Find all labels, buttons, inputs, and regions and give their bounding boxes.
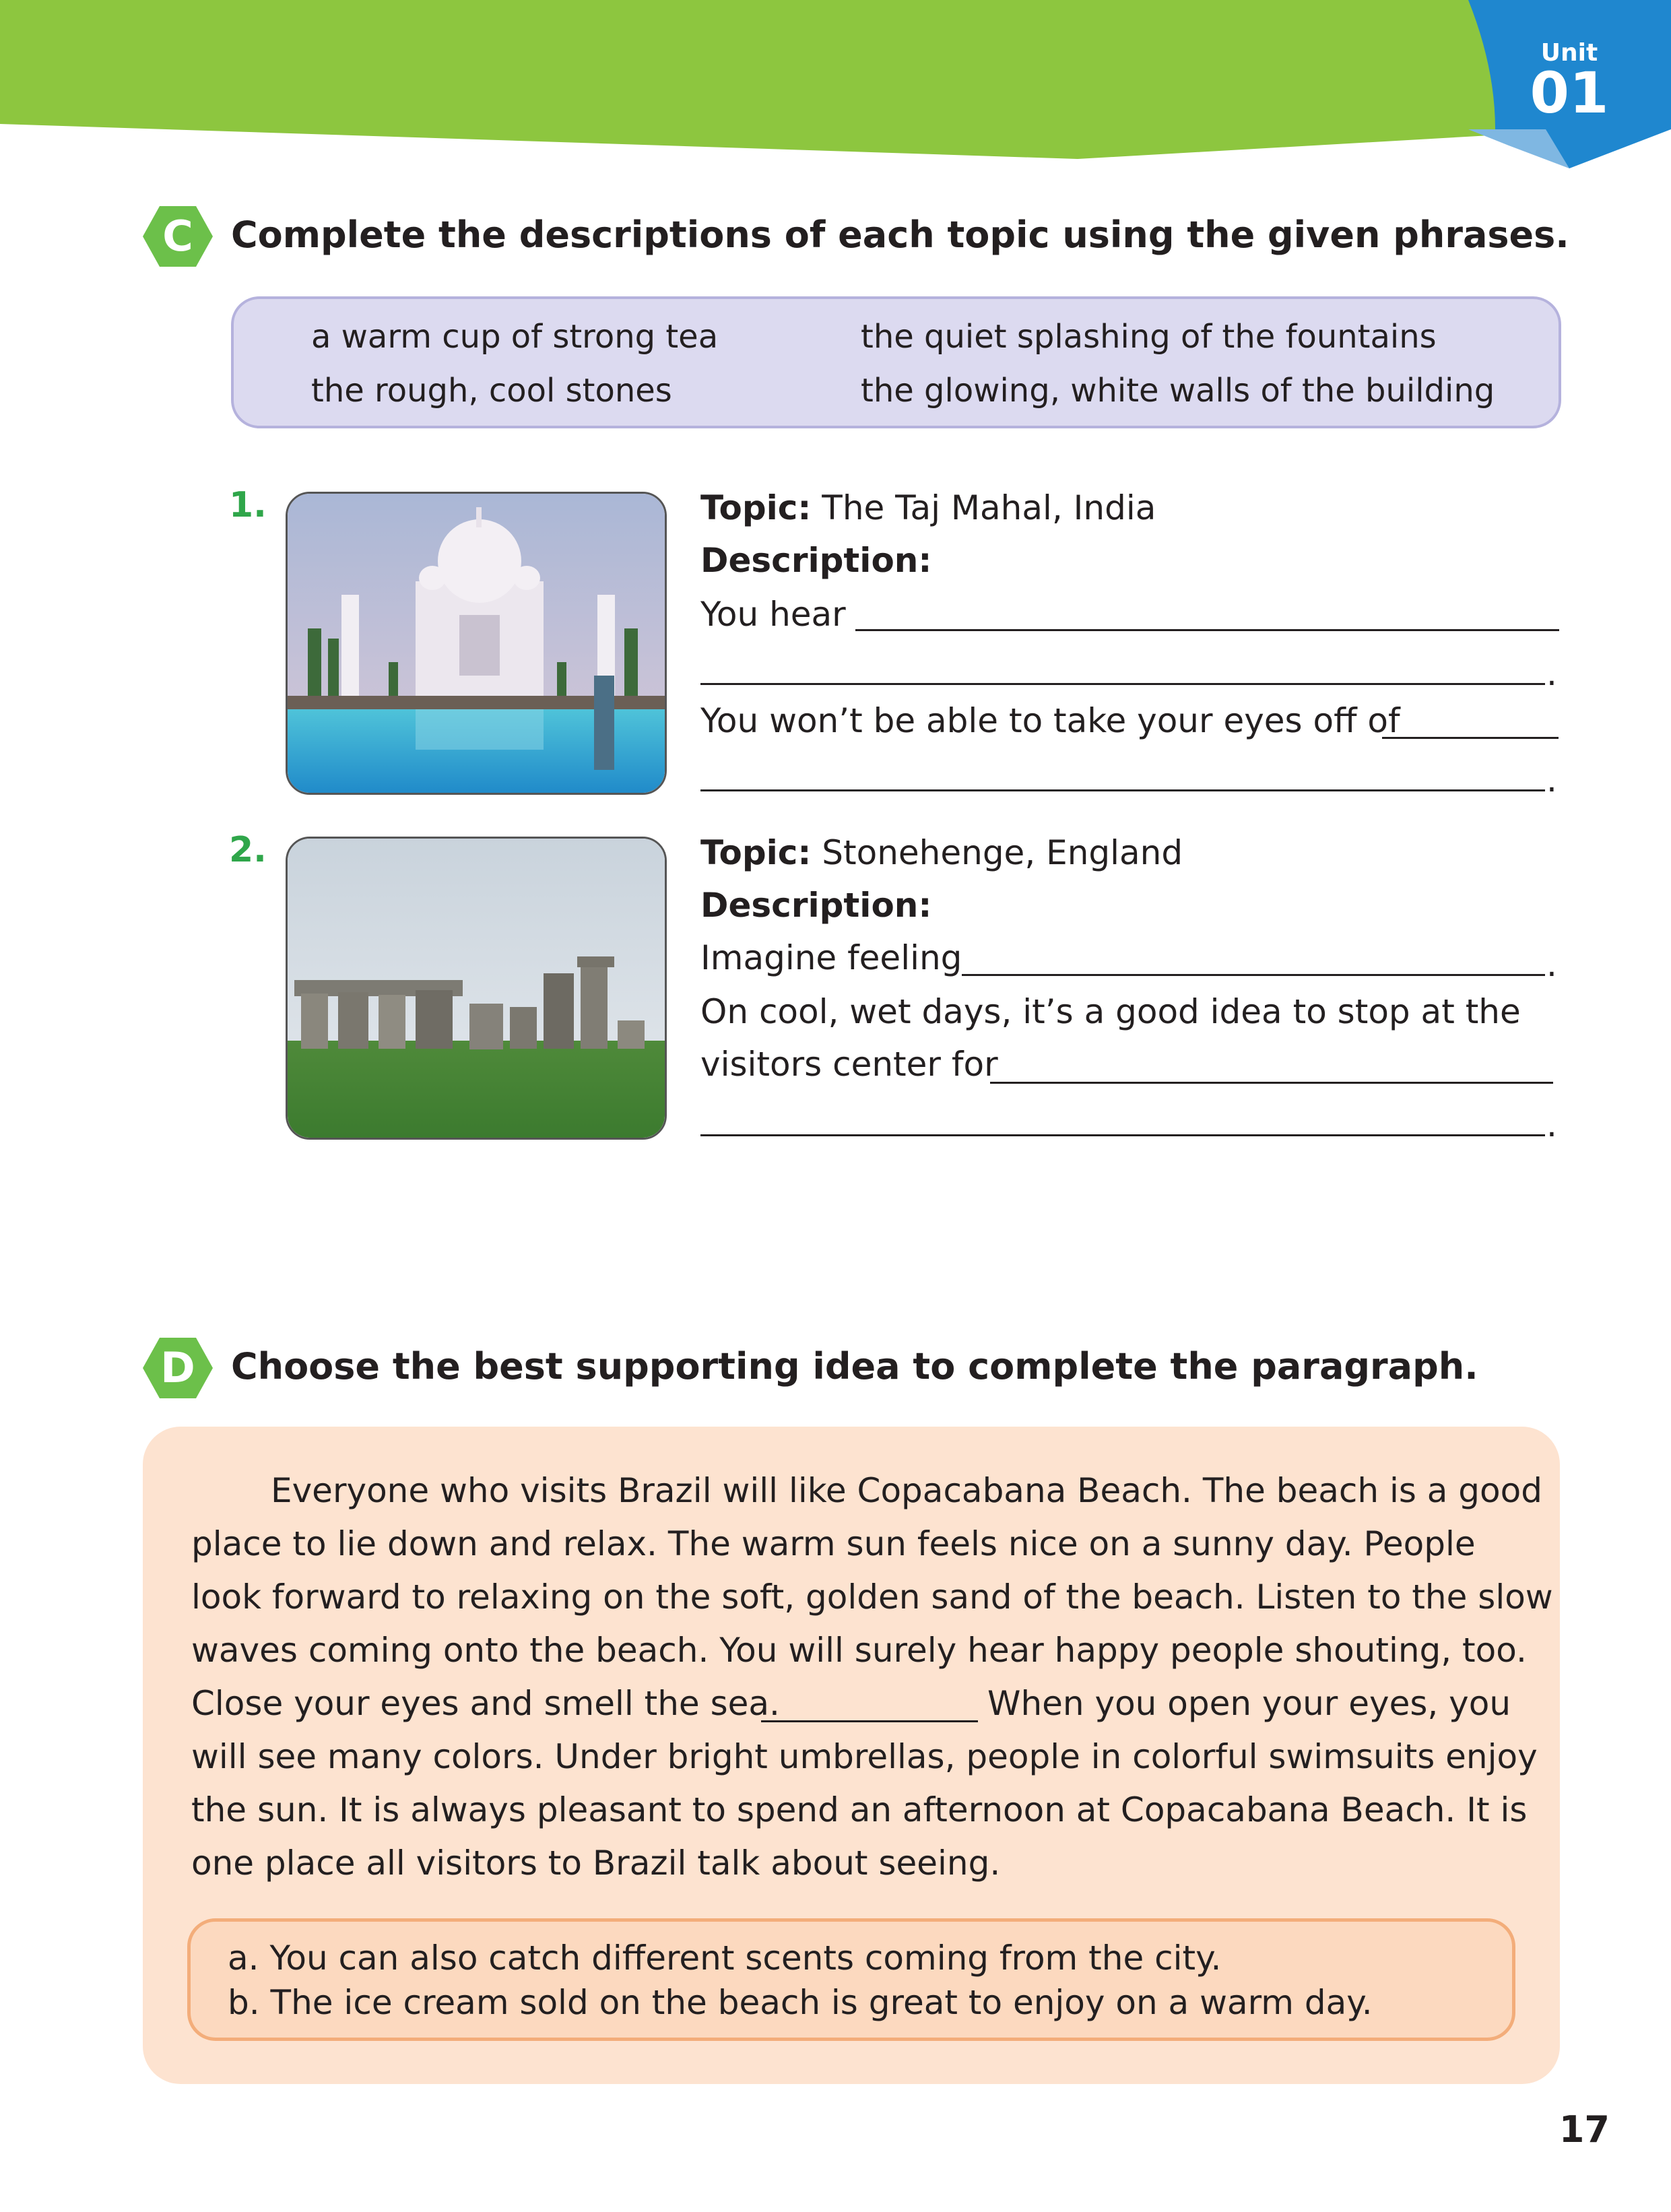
phrase-item: the glowing, white walls of the building bbox=[861, 372, 1495, 410]
page-number: 17 bbox=[1559, 2108, 1610, 2151]
unit-label: Unit bbox=[1540, 39, 1598, 67]
option-b[interactable] bbox=[228, 1980, 1373, 2025]
paragraph-line: the sun. It is always pleasant to spend an afternoon at Copacabana Beach. It is bbox=[191, 1790, 1528, 1829]
prompt-text: On cool, wet days, it’s a good idea to stop at the bbox=[700, 992, 1521, 1031]
prompt-text: Imagine feeling bbox=[700, 938, 962, 977]
section-d-letter: D bbox=[160, 1343, 195, 1392]
section-d-instruction: Choose the best supporting idea to complete the paragraph. bbox=[231, 1345, 1478, 1388]
paragraph-line: Everyone who visits Brazil will like Copacabana Beach. The beach is a good bbox=[271, 1471, 1542, 1510]
answer-blank[interactable] bbox=[700, 683, 1545, 685]
description-label: Description: bbox=[700, 886, 932, 925]
paragraph-line: one place all visitors to Brazil talk about seeing. bbox=[191, 1844, 1001, 1883]
phrase-item: a warm cup of strong tea bbox=[311, 318, 719, 356]
period: . bbox=[1546, 654, 1557, 693]
phrase-item: the quiet splashing of the fountains bbox=[861, 318, 1437, 356]
topic-value: Stonehenge, England bbox=[822, 833, 1183, 872]
option-label: b. bbox=[228, 1983, 260, 2022]
item-number: 1. bbox=[229, 485, 267, 525]
paragraph-line: When you open your eyes, you bbox=[987, 1684, 1511, 1723]
option-a[interactable] bbox=[228, 1936, 1221, 1980]
prompt-text: visitors center for bbox=[700, 1045, 998, 1084]
topic-label: Topic: bbox=[700, 833, 812, 872]
topic-value: The Taj Mahal, India bbox=[822, 488, 1156, 527]
paragraph-line: will see many colors. Under bright umbrellas, people in colorful swimsuits enjoy bbox=[191, 1737, 1538, 1776]
answer-blank[interactable] bbox=[962, 974, 1545, 976]
paragraph-line: Close your eyes and smell the sea. bbox=[191, 1684, 780, 1723]
answer-blank[interactable] bbox=[700, 789, 1545, 791]
answer-blank[interactable] bbox=[990, 1082, 1553, 1084]
prompt-text: You won’t be able to take your eyes off of bbox=[700, 701, 1400, 740]
answer-blank[interactable] bbox=[855, 629, 1559, 631]
option-text: The ice cream sold on the beach is great to enjoy on a warm day. bbox=[270, 1983, 1373, 2022]
period: . bbox=[1546, 945, 1557, 984]
paragraph-line: place to lie down and relax. The warm sun feels nice on a sunny day. People bbox=[191, 1524, 1476, 1563]
stonehenge-photo bbox=[286, 837, 667, 1140]
option-text: You can also catch different scents coming from the city. bbox=[269, 1939, 1222, 1978]
period: . bbox=[1546, 760, 1557, 800]
unit-number: 01 bbox=[1530, 60, 1609, 126]
answer-blank[interactable] bbox=[700, 1134, 1545, 1136]
description-label: Description: bbox=[700, 541, 932, 580]
phrase-item: the rough, cool stones bbox=[311, 372, 672, 410]
paragraph-line: waves coming onto the beach. You will surely hear happy people shouting, too. bbox=[191, 1631, 1527, 1670]
period: . bbox=[1546, 1105, 1557, 1144]
section-c-instruction: Complete the descriptions of each topic using the given phrases. bbox=[231, 214, 1569, 256]
option-label: a. bbox=[228, 1939, 259, 1978]
topic-label: Topic: bbox=[700, 488, 812, 527]
taj-mahal-photo bbox=[286, 492, 667, 795]
answer-blank[interactable] bbox=[1382, 737, 1559, 739]
section-c-letter: C bbox=[162, 212, 193, 261]
prompt-text: You hear bbox=[700, 595, 846, 634]
answer-blank[interactable] bbox=[761, 1720, 978, 1722]
item-number: 2. bbox=[229, 830, 267, 870]
header-band bbox=[0, 0, 1671, 175]
paragraph-line: look forward to relaxing on the soft, golden sand of the beach. Listen to the slow bbox=[191, 1577, 1553, 1617]
